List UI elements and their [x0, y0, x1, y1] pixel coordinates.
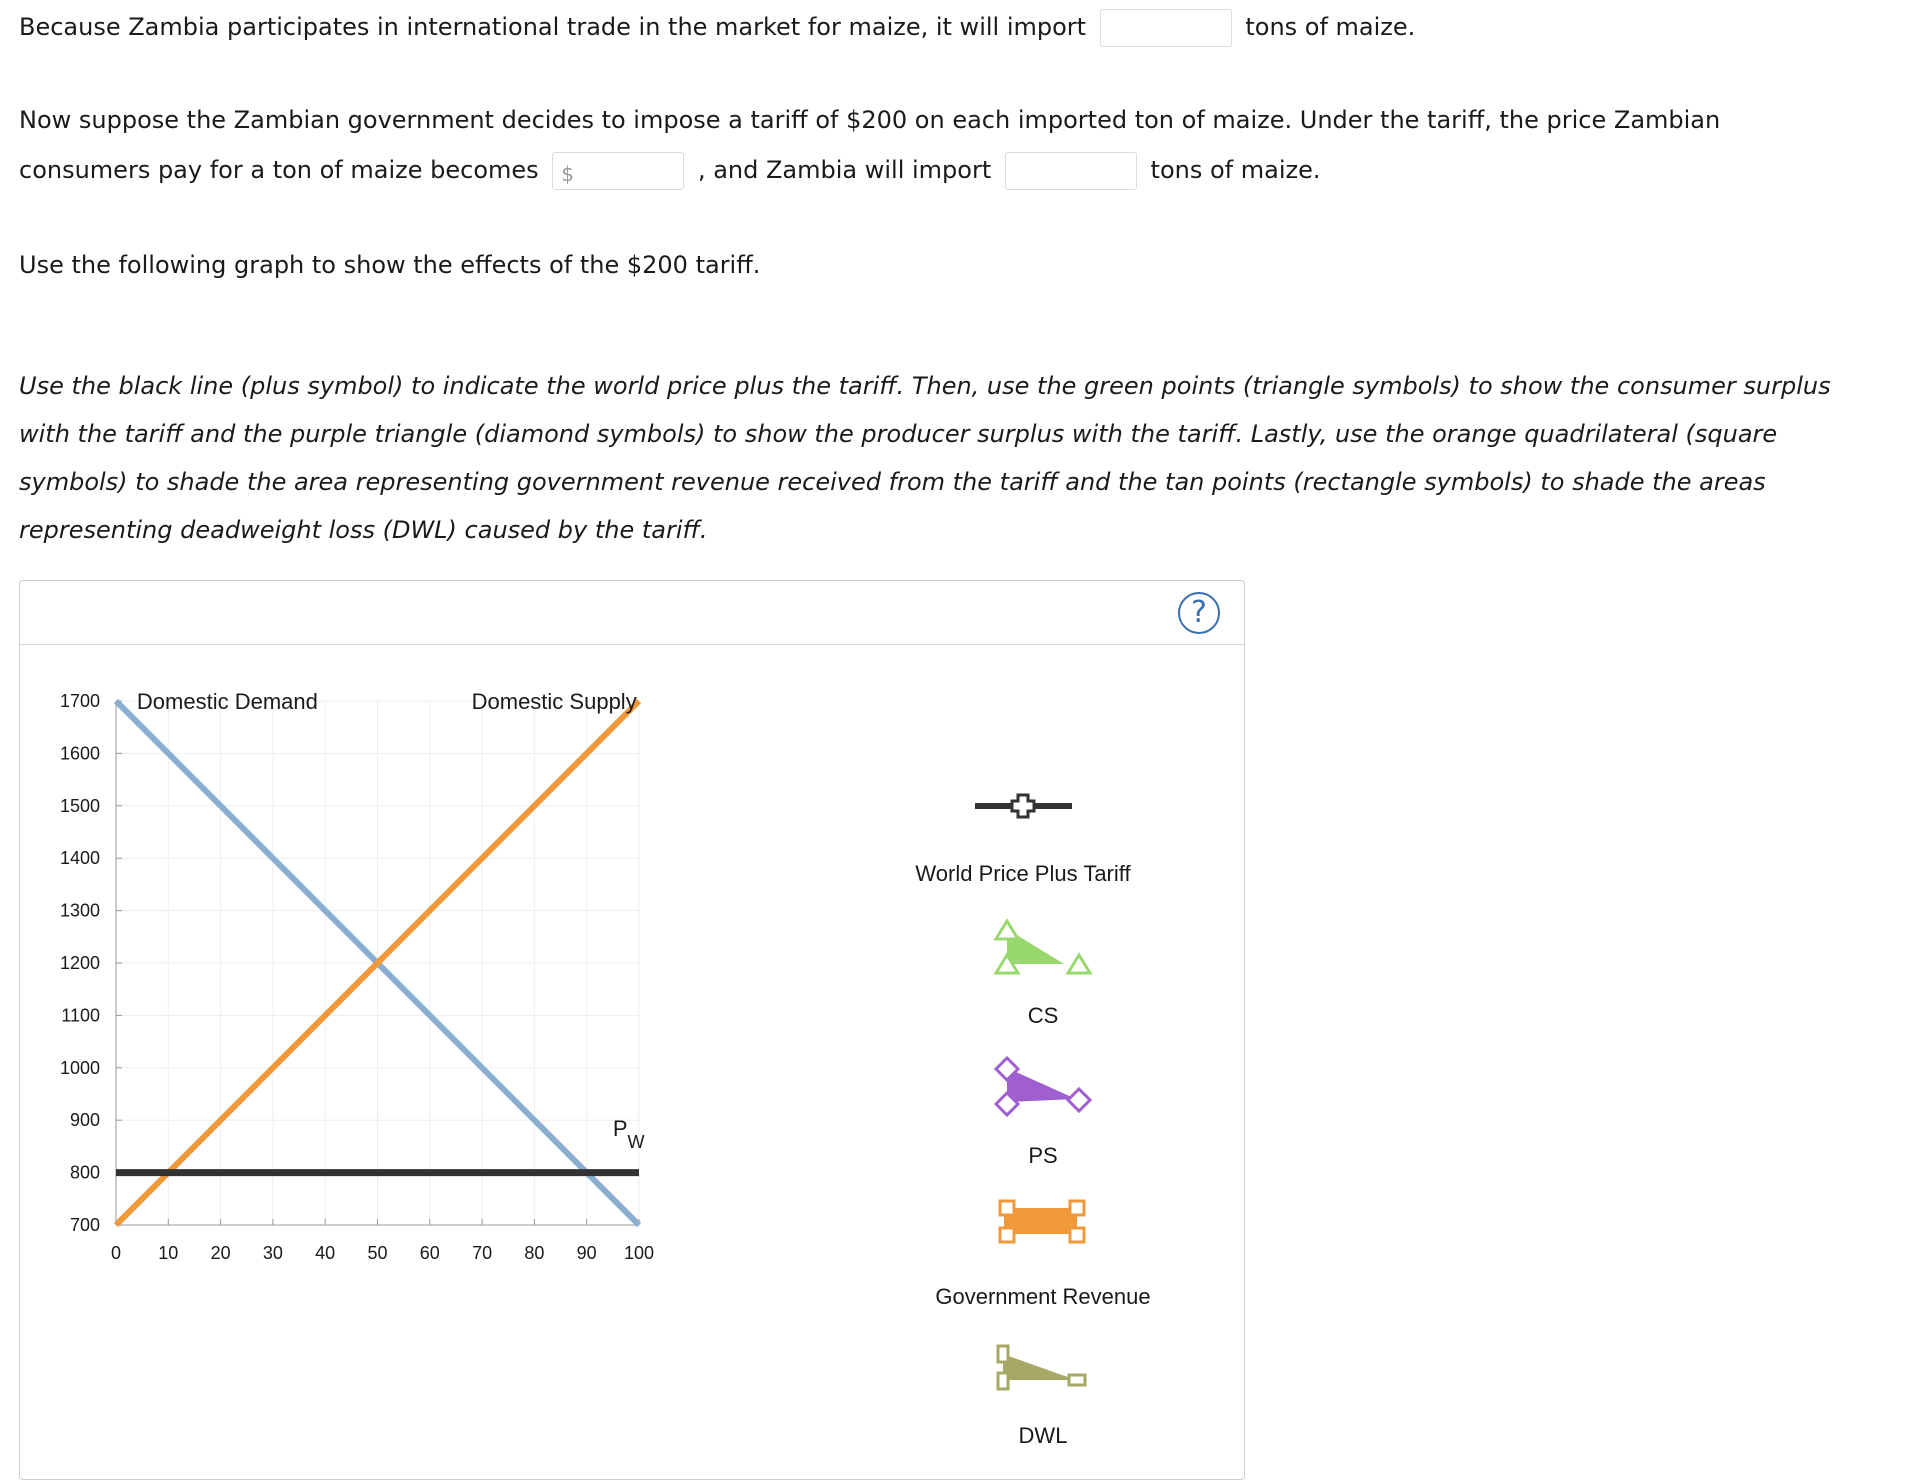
- square-icon: [1070, 1228, 1084, 1242]
- x-tick-label: 10: [158, 1243, 179, 1263]
- y-tick-label: 1700: [59, 691, 100, 711]
- question-line-1: [19, 9, 1415, 47]
- gov-tool-label: Government Revenue: [935, 1284, 1151, 1309]
- x-tick-label: 90: [576, 1243, 597, 1263]
- square-icon: [1000, 1228, 1014, 1242]
- question-line-3: [19, 152, 1320, 190]
- square-icon: [1000, 1201, 1014, 1215]
- question-line-4: Use the following graph to show the effects of the $200 tariff.: [19, 251, 761, 279]
- pw-label-subscript: W: [627, 1131, 645, 1152]
- y-tick-label: 1100: [61, 1005, 100, 1026]
- y-tick-label: 700: [69, 1215, 100, 1235]
- x-tick-label: 50: [367, 1243, 388, 1263]
- ps-tool[interactable]: [996, 1058, 1090, 1168]
- cs-tool[interactable]: [996, 921, 1090, 1028]
- dwl-tool[interactable]: [998, 1346, 1085, 1448]
- y-tick-label: 1300: [59, 900, 100, 921]
- question-text: Because Zambia participates in international trade in the market for maize, it will import: [19, 13, 1087, 41]
- cs-tool-label: CS: [1027, 1003, 1059, 1028]
- rectangle-icon: [1069, 1375, 1085, 1385]
- pw-label: $P_W$: [612, 1115, 645, 1152]
- curve-labels: [137, 689, 645, 1152]
- government-revenue-tool[interactable]: [935, 1201, 1150, 1309]
- ps-tool-label: PS: [1028, 1143, 1058, 1168]
- wpt-tool-label: World Price Plus Tariff: [915, 861, 1131, 886]
- dwl-tool-label: DWL: [1018, 1423, 1068, 1448]
- currency-symbol: $: [561, 162, 575, 186]
- y-tick-label: 900: [69, 1110, 100, 1131]
- supply-curve-label: Domestic Supply: [471, 689, 637, 714]
- question-line-2: Now suppose the Zambian government decides to impose a tariff of $200 on each imported ton of maize. Under the tariff, the price Zambian: [19, 106, 1721, 134]
- y-tick-label: 1400: [59, 848, 100, 869]
- imports-answer-field[interactable]: [1100, 9, 1232, 47]
- question-text: , and Zambia will import: [697, 156, 992, 184]
- triangle-icon: [1068, 955, 1090, 973]
- y-tick-label: 800: [69, 1162, 100, 1183]
- dwl-fill: [1003, 1354, 1076, 1380]
- x-tick-label: 70: [472, 1243, 493, 1263]
- tariff-imports-answer-field[interactable]: [1005, 152, 1137, 190]
- y-tick-label: 1600: [59, 743, 100, 764]
- x-tick-label: 20: [210, 1243, 231, 1263]
- y-tick-label: 1200: [59, 953, 100, 973]
- rectangle-icon: [998, 1373, 1008, 1389]
- square-icon: [1070, 1201, 1084, 1215]
- y-tick-label: 1500: [59, 795, 100, 816]
- x-tick-label: 40: [315, 1243, 336, 1263]
- triangle-icon: [996, 921, 1018, 939]
- question-text: consumers pay for a ton of maize becomes: [19, 156, 539, 184]
- instructions-line-3: symbols) to shade the area representing government revenue received from the tariff and the tan points (rectangle symbols) to shade the areas: [19, 468, 1766, 496]
- rectangle-icon: [998, 1346, 1008, 1362]
- question-text: tons of maize.: [1245, 13, 1416, 41]
- demand-curve-label: Domestic Demand: [136, 689, 318, 714]
- ps-fill: [1007, 1068, 1076, 1102]
- instructions-line-1: Use the black line (plus symbol) to indicate the world price plus the tariff. Then, use the green points (triangle symbols) to show the consumer surplus: [19, 372, 1831, 400]
- world-price-plus-tariff-tool[interactable]: [915, 795, 1131, 886]
- y-tick-label: 1000: [59, 1057, 100, 1078]
- tariff-price-answer-field[interactable]: [552, 152, 684, 190]
- x-tick-label: 100: [623, 1243, 655, 1263]
- question-text: tons of maize.: [1150, 156, 1321, 184]
- x-tick-label: 0: [110, 1243, 122, 1263]
- tool-palette: [890, 581, 1190, 1479]
- instructions-line-4: representing deadweight loss (DWL) caused by the tariff.: [19, 516, 708, 544]
- instructions-line-2: with the tariff and the purple triangle (diamond symbols) to show the producer surplus with the tariff. Lastly, use the orange quadrilateral (square: [19, 420, 1778, 448]
- x-tick-label: 80: [524, 1243, 545, 1263]
- x-tick-label: 60: [419, 1243, 440, 1263]
- help-icon[interactable]: ?: [1178, 592, 1220, 634]
- diamond-icon: [1068, 1089, 1090, 1111]
- graph-panel: [19, 580, 1245, 1480]
- x-tick-label: 30: [262, 1243, 283, 1263]
- plus-icon: [1012, 795, 1034, 817]
